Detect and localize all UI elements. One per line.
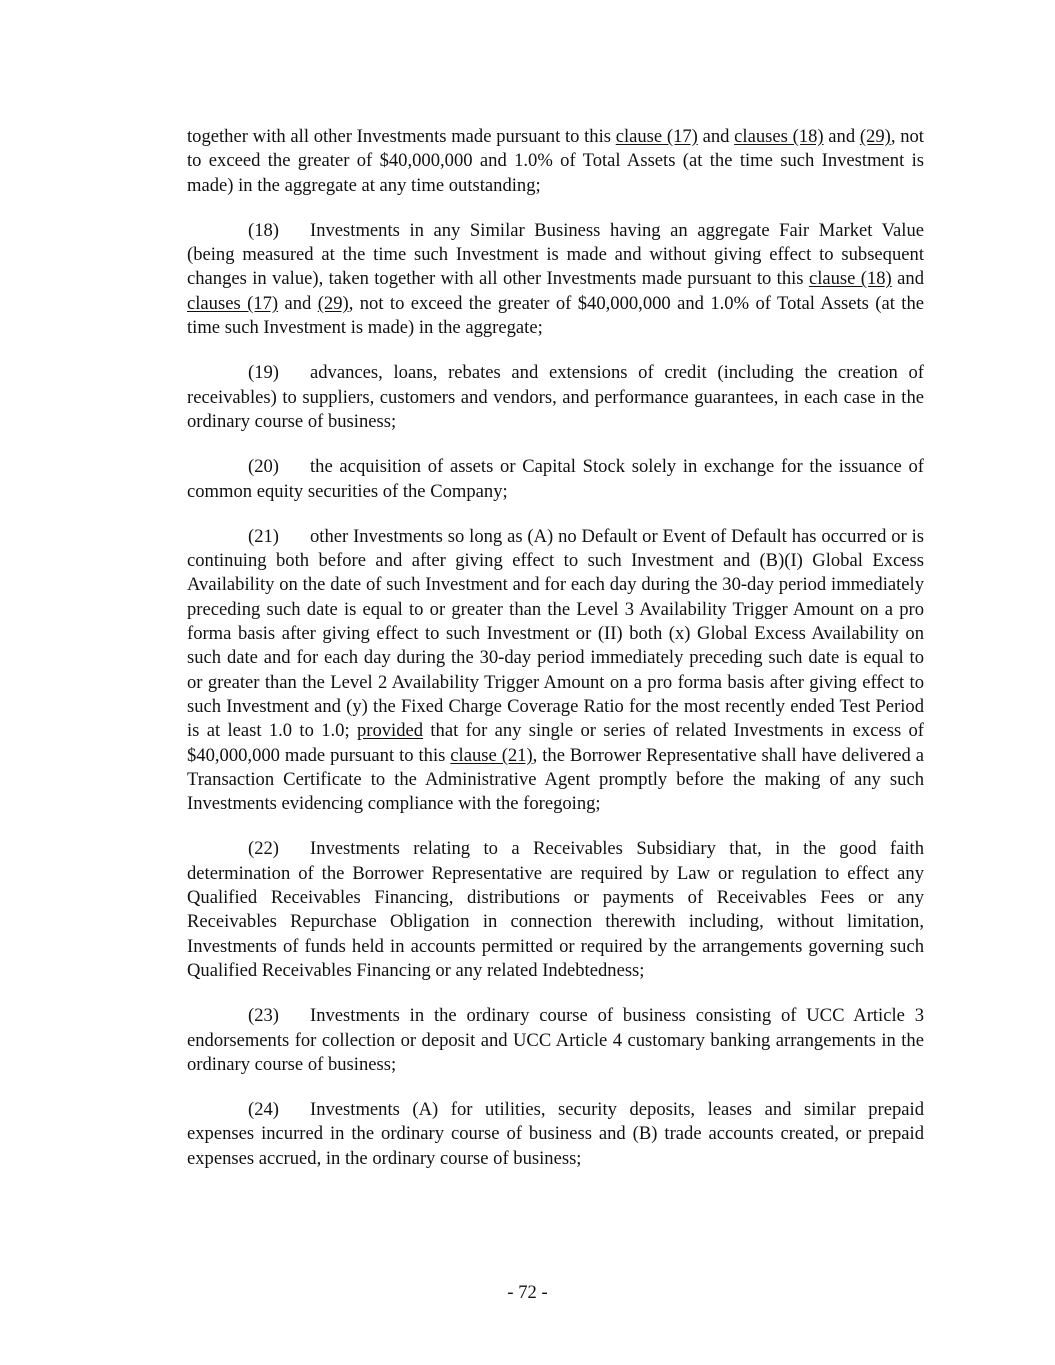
paragraph-p18 bbox=[187, 219, 924, 340]
clause-number: (18) bbox=[248, 219, 279, 241]
paragraph-p21 bbox=[187, 525, 924, 817]
paragraph-text: , not to exceed the greater of $40,000,000 and 1.0% of Total Assets (at the time such Investment is made) in the aggregate; bbox=[187, 292, 924, 339]
page-number: - 72 - bbox=[507, 1282, 548, 1303]
clause-number: (22) bbox=[248, 838, 279, 860]
underlined-reference: clause (21) bbox=[450, 744, 533, 766]
underlined-reference: clause (17) bbox=[615, 126, 698, 147]
clause-number: (21) bbox=[248, 525, 279, 547]
paragraph-text: Investments in any Similar Business having an aggregate Fair Market Value (being measured at the time such Investment is made and without giving effect to subsequent changes in value), taken together with all other Investments made pursuant to this bbox=[187, 219, 924, 290]
underlined-reference: clauses (17) bbox=[187, 292, 279, 314]
paragraph-text: that for any single or series of related Investments in excess of $40,000,000 made pursuant to this bbox=[187, 720, 924, 766]
paragraph-text: advances, loans, rebates and extensions of credit (including the creation of receivables) to suppliers, customers and vendors, and performance guarantees, in each case in the ordinary course of business; bbox=[187, 362, 924, 432]
document-page bbox=[187, 125, 924, 1192]
paragraph-text: Investments in the ordinary course of business consisting of UCC Article 3 endorsements for collection or deposit and UCC Article 4 customary banking arrangements in the ordinary course of business; bbox=[187, 1005, 924, 1075]
paragraph-p23 bbox=[187, 1004, 924, 1077]
paragraph-text: and bbox=[278, 292, 318, 314]
paragraph-p20 bbox=[187, 455, 924, 504]
document-body bbox=[187, 125, 924, 1171]
underlined-reference: (29) bbox=[317, 292, 349, 314]
paragraph-p22 bbox=[187, 837, 924, 983]
underlined-reference: clauses (18) bbox=[734, 126, 824, 147]
paragraph-p24 bbox=[187, 1098, 924, 1171]
paragraph-text: Investments relating to a Receivables Subsidiary that, in the good faith determination of the Borrower Representative are required by Law or regulation to effect any Qualified Receivables Financing, distributions or payments of Receivables Fees or any Receivables Repurchase Obligation in connection therewith including, without limitation, Investments of funds held in accounts permitted or required by the arrangements governing such Qualified Receivables Financing or any related Indebtedness; bbox=[187, 838, 924, 981]
paragraph-p19 bbox=[187, 361, 924, 434]
paragraph-text: other Investments so long as (A) no Default or Event of Default has occurred or is continuing both before and after giving effect to such Investment and (B)(I) Global Excess Availability on the date of such Investment and for each day during the 30-day period immediately preceding such date is equal to or greater than the Level 3 Availability Trigger Amount on a pro forma basis after giving effect to such Investment or (II) both (x) Global Excess Availability on such date and for each day during the 30-day period immediately preceding such date is equal to or greater than the Level 2 Availability Trigger Amount on a pro forma basis after giving effect to such Investment and (y) the Fixed Charge Coverage Ratio for the most recently ended Test Period is at least 1.0 to 1.0; bbox=[187, 525, 924, 742]
paragraph-text: together with all other Investments made pursuant to this bbox=[187, 126, 616, 147]
paragraph-text: and bbox=[697, 126, 735, 147]
paragraph-text: Investments (A) for utilities, security deposits, leases and similar prepaid expenses incurred in the ordinary course of business and (B) trade accounts created, or prepaid expenses accrued, in the ordinary course of business; bbox=[187, 1099, 924, 1169]
paragraph-p17-cont bbox=[187, 125, 924, 198]
clause-number: (19) bbox=[248, 362, 279, 384]
underlined-reference: provided bbox=[356, 720, 424, 742]
paragraph-text: the acquisition of assets or Capital Stock solely in exchange for the issuance of common equity securities of the Company; bbox=[187, 456, 924, 502]
clause-number: (23) bbox=[248, 1005, 279, 1027]
paragraph-text: , not to exceed the greater of $40,000,000 and 1.0% of Total Assets (at the time such Investment is made) in the aggregate at any time outstanding; bbox=[187, 126, 924, 196]
paragraph-text: and bbox=[823, 126, 860, 147]
underlined-reference: (29) bbox=[859, 126, 891, 147]
clause-number: (24) bbox=[248, 1099, 279, 1121]
underlined-reference: clause (18) bbox=[808, 268, 892, 290]
paragraph-text: , the Borrower Representative shall have delivered a Transaction Certificate to the Administrative Agent promptly before the making of any such Investments evidencing compliance with the foregoing; bbox=[187, 744, 924, 815]
paragraph-text: and bbox=[891, 268, 924, 290]
clause-number: (20) bbox=[248, 456, 279, 478]
